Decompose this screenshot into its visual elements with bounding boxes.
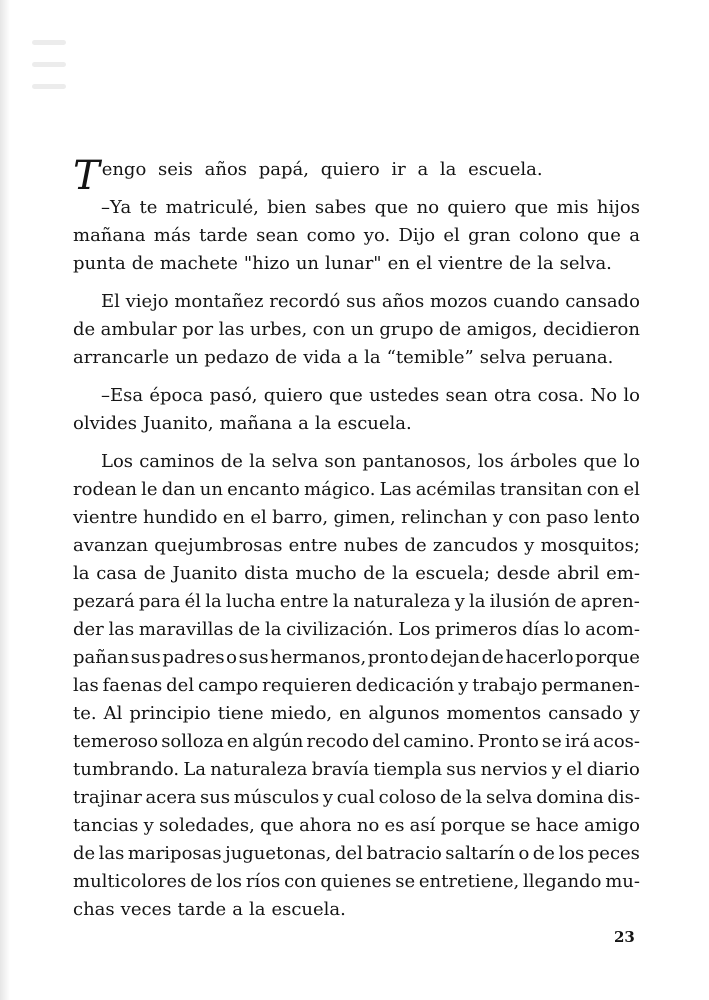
- bleed-through-marks: [32, 40, 66, 130]
- page-gutter-shadow: [0, 0, 10, 1000]
- text-line: olvides Juanito, mañana a la escuela.: [73, 413, 412, 434]
- text-line: chas veces tarde a la escuela.: [73, 899, 346, 920]
- text-line: El viejo montañez recordó sus años mozos cuando cansado: [101, 291, 640, 312]
- text-line: [73, 153, 640, 199]
- text-line: punta de machete "hizo un lunar" en el vientre de la selva.: [73, 253, 612, 274]
- text-line: der las maravillas de la civilización. Los primeros días lo acom-: [73, 619, 640, 640]
- text-line: mañana más tarde sean como yo. Dijo el gran colono que a: [73, 225, 640, 246]
- paragraph: [73, 194, 640, 278]
- text-line: trajinar acera sus músculos y cual coloso de la selva domina dis-: [73, 787, 640, 808]
- paragraph: [73, 448, 640, 924]
- text-line: la casa de Juanito dista mucho de la escuela; desde abril em-: [73, 563, 640, 584]
- paragraph: [73, 288, 640, 372]
- text-line: te. Al principio tiene miedo, en algunos momentos cansado y: [73, 703, 640, 724]
- text-line: tumbrando. La naturaleza bravía tiempla sus nervios y el diario: [73, 759, 640, 780]
- text-line: avanzan quejumbrosas entre nubes de zancudos y mosquitos;: [73, 535, 640, 556]
- text-line: de las mariposas juguetonas, del batracio saltarín o de los peces: [73, 843, 640, 864]
- text-line: de ambular por las urbes, con un grupo de amigos, decidieron: [73, 319, 640, 340]
- text-line: –Esa época pasó, quiero que ustedes sean otra cosa. No lo: [101, 385, 640, 406]
- text-line: multicolores de los ríos con quienes se entretiene, llegando mu-: [73, 871, 640, 892]
- paragraph: [73, 382, 640, 438]
- page-number: 23: [614, 928, 635, 946]
- text-line: pañan sus padres o sus hermanos, pronto dejan de hacerlo porque: [73, 647, 640, 668]
- text-line: Los caminos de la selva son pantanosos, los árboles que lo: [101, 451, 640, 472]
- text-line: arrancarle un pedazo de vida a la “temible” selva peruana.: [73, 347, 614, 368]
- text-line: –Ya te matriculé, bien sabes que no quiero que mis hijos: [101, 197, 640, 218]
- text-line: rodean le dan un encanto mágico. Las acémilas transitan con el: [73, 479, 640, 500]
- text-line: tancias y soledades, que ahora no es así porque se hace amigo: [73, 815, 640, 836]
- paragraph: [73, 153, 640, 199]
- body-text: [73, 153, 640, 934]
- text-line: temeroso solloza en algún recodo del camino. Pronto se irá acos-: [73, 731, 640, 752]
- text-line: pezará para él la lucha entre la naturaleza y la ilusión de apren-: [73, 591, 640, 612]
- drop-cap: T: [73, 153, 100, 199]
- text-line: las faenas del campo requieren dedicación y trabajo permanen-: [73, 675, 640, 696]
- text-line: vientre hundido en el barro, gimen, relinchan y con paso lento: [73, 507, 640, 528]
- text-line-content: engo seis años papá, quiero ir a la escuela.: [101, 159, 543, 180]
